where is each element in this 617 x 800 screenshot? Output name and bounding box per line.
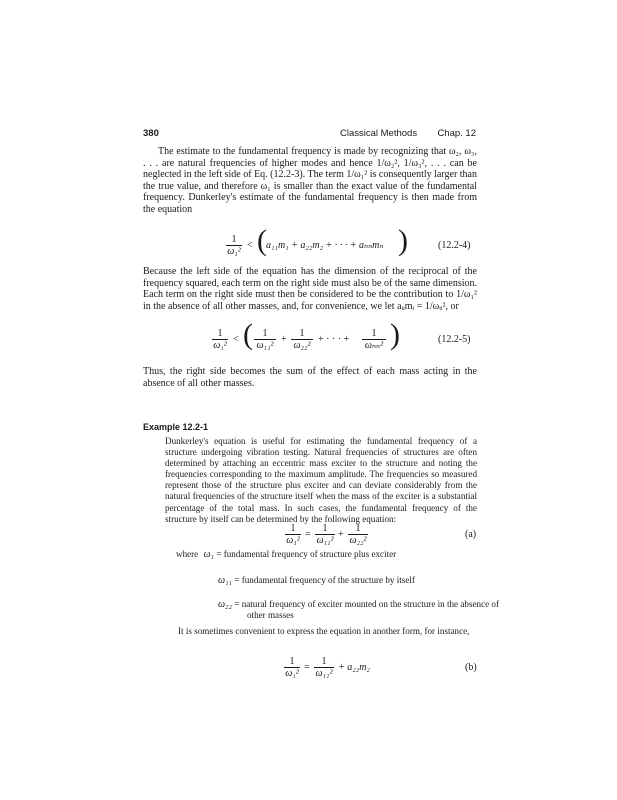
paragraph-3: Thus, the right side becomes the sum of the effect of each mass acting in the absence of all other masses. [143,366,477,389]
def1-text: = fundamental frequency of structure plus exciter [216,549,397,559]
eq1-left-paren: ( [257,224,267,257]
eqb-t1-den: ω₁₁² [315,668,333,679]
eq2-t3-num: 1 [362,328,386,340]
eq2-less-than: < [233,334,239,345]
eq2-left-paren: ( [243,318,253,351]
eqa-lhs-fraction [285,523,301,546]
def2-text: = fundamental frequency of the structure by itself [234,575,415,585]
eq2-t2-num: 1 [291,328,313,340]
section-title: Classical Methods [340,128,418,139]
eqa-lhs-den: ω₁² [286,535,300,546]
def2-symbol: ω₁₁ [218,575,233,586]
eq1-right-paren: ) [398,224,408,257]
where-label: where [176,549,199,559]
eqb-lhs-num: 1 [284,656,300,668]
example-heading: Example 12.2-1 [143,422,209,432]
eqb-label: (b) [465,662,477,673]
eq1-numerator: 1 [226,234,242,246]
def3-text-1: = natural frequency of exciter mounted on the structure in the absence of [234,599,499,609]
eqa-equals: = [305,529,311,540]
example-paragraph-2: It is sometimes convenient to express the equation in another form, for instance, [178,626,470,636]
eq2-t3-den: ωₙₙ² [364,340,384,351]
eq2-t2-den: ω₂₂² [293,340,311,351]
definition-2 [218,575,415,586]
eqa-t1-den: ω₁₁² [316,535,334,546]
def3-text-2: other masses [247,610,294,620]
eq1-denominator: ω₁² [227,246,241,257]
eq2-lhs-num: 1 [212,328,228,340]
eqa-plus: + [338,529,344,540]
eq2-dots: + · · · + [318,334,350,345]
page-number: 380 [143,128,159,139]
eqa-t1-num: 1 [315,523,335,535]
eq1-lhs-fraction [226,234,242,257]
eqb-t1-num: 1 [314,656,334,668]
eqb-lhs-den: ω₁² [285,668,299,679]
paragraph-2: Because the left side of the equation has the dimension of the reciprocal of the frequency squared, each term on the right side must also be of the same dimension. Each term on the right side must then be considered to be the contribution to 1/ω₁² in the absence of all other masses, and, for convenience, we let aᵢᵢmᵢ = 1/ωᵢᵢ², or [143,266,477,312]
example-paragraph: Dunkerley's equation is useful for estimating the fundamental frequency of a structure undergoing vibration testing. Natural frequencies of structures are often determined by attaching an eccentric mass exciter to the structure and noting the frequencies corresponding to the maximum amplitude. The frequencies so measured represent those of the structure plus exciter and can deviate considerably from the natural frequencies of the structure itself when the mass of the exciter is a substantial percentage of the total mass. In such cases, the fundamental frequency of the structure by itself can be determined by the following equation: [165,436,477,524]
def3-symbol: ω₂₂ [218,599,233,610]
eq2-term2 [291,328,313,351]
eq2-lhs-fraction [212,328,228,351]
eq2-term3 [362,328,386,351]
definition-3 [218,599,499,610]
eq2-lhs-den: ω₁² [213,340,227,351]
chapter-label: Chap. 12 [437,128,476,139]
eqa-term1 [315,523,335,546]
definition-1 [176,549,396,560]
definition-3-cont [247,610,294,621]
eqb-tail: + a₂₂m₂ [338,662,370,673]
eq2-term1 [254,328,276,351]
eqb-term1 [314,656,334,679]
eq2-number: (12.2-5) [438,334,471,345]
intro-paragraph: The estimate to the fundamental frequency is made by recognizing that ω₂, ω₃, . . . are natural frequencies of higher modes and hence 1/ω₂², 1/ω₃², . . . can be neglected in the left side of Eq. (12.2-3). The term 1/ω₁² is consequently larger than the true value, and therefore ω₁ is smaller than the exact value of the fundamental frequency. Dunkerley's estimate of the fundamental frequency is then made from the equation [143,146,477,215]
eqa-lhs-num: 1 [285,523,301,535]
eqa-t2-num: 1 [348,523,368,535]
eq2-t1-num: 1 [254,328,276,340]
eqb-equals: = [304,662,310,673]
eqa-t2-den: ω₂₂² [349,535,367,546]
eq2-plus: + [281,334,287,345]
eqa-term2 [348,523,368,546]
def1-symbol: ω₁ [203,549,215,560]
eqa-label: (a) [465,529,477,540]
eq2-right-paren: ) [390,318,400,351]
eq1-body: a₁₁m₁ + a₂₂m₂ + · · · + aₙₙmₙ [266,240,384,251]
eq1-less-than: < [247,240,253,251]
eqb-lhs-fraction [284,656,300,679]
eq2-t1-den: ω₁₁² [256,340,274,351]
running-header [143,128,476,142]
eq1-number: (12.2-4) [438,240,471,251]
